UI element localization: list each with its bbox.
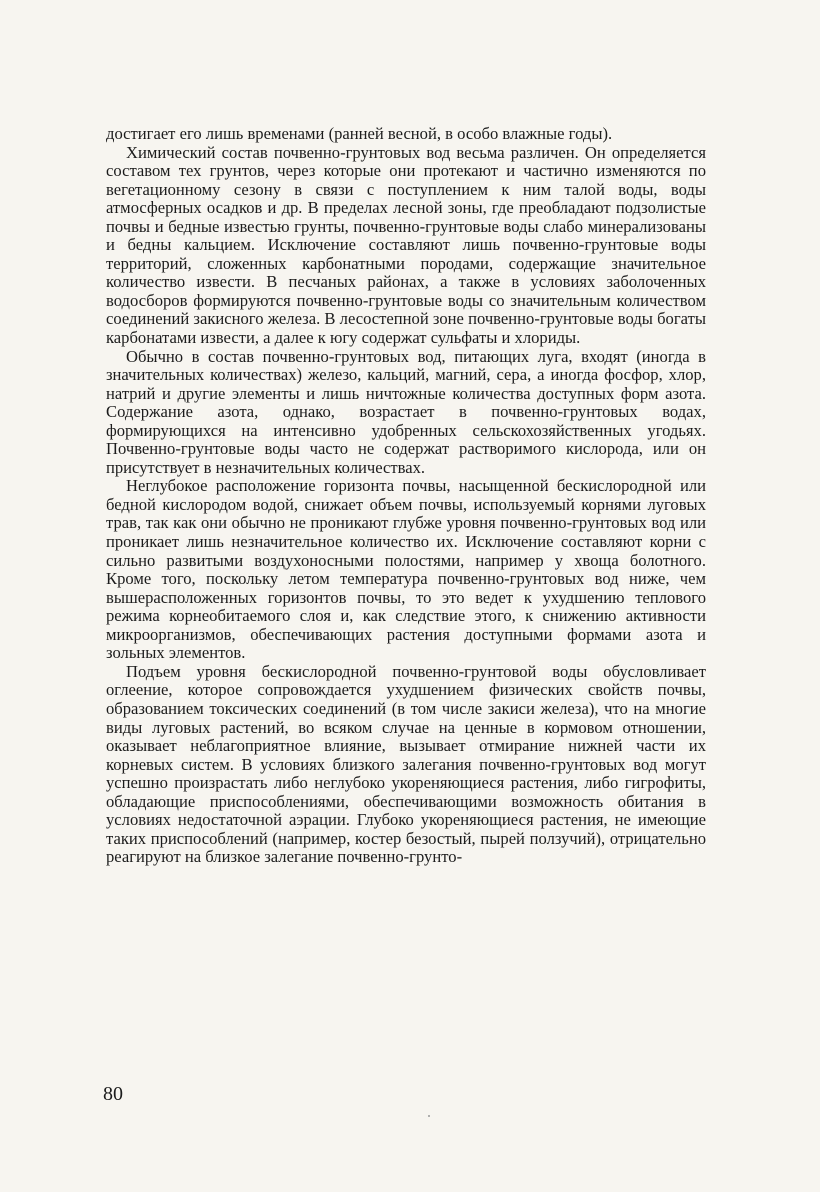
paragraph-shallow-horizon: Неглубокое расположение горизонта почвы, насыщенной бескислородной или бедной кислородом водой, снижает объем почвы, используемый корнями луговых трав, так как они обычно не проникают глубже уровня почвенно-грунтовых вод или проникает лишь незначительное количество их. Исключение составляют корни с сильно развитыми воздухоносными полостями, например у хвоща болотного. Кроме того, поскольку летом температура почвенно-грунтовых вод ниже, чем вышерасположенных горизонтов почвы, то это ведет к ухудшению теплового режима корнеобитаемого слоя и, как следствие этого, к снижению активности микроорганизмов, обеспечивающих растения доступными формами азота и зольных элементов.	[106, 476, 706, 663]
body-text	[106, 125, 706, 867]
paragraph-chemical-composition: Химический состав почвенно-грунтовых вод весьма различен. Он определяется составом тех грунтов, через которые они протекают и частично изменяются по вегетационному сезону в связи с поступлением к ним талой воды, воды атмосферных осадков и др. В пределах лесной зоны, где преобладают подзолистые почвы и бедные известью грунты, почвенно-грунтовые воды слабо минерализованы и бедны кальцием. Исключение составляют лишь почвенно-грунтовые воды территорий, сложенных карбонатными породами, содержащие значительное количество извести. В песчаных районах, а также в условиях заболоченных водосборов формируются почвенно-грунтовые воды со значительным количеством соединений закисного железа. В лесостепной зоне почвенно-грунтовые воды богаты карбонатами извести, а далее к югу содержат сульфаты и хлориды.	[106, 142, 706, 348]
page-number: 80	[103, 1083, 123, 1105]
paragraph-meadow-waters: Обычно в состав почвенно-грунтовых вод, питающих луга, входят (иногда в значительных количествах) железо, кальций, магний, сера, а иногда фосфор, хлор, натрий и другие элементы и лишь ничтожные количества доступных форм азота. Содержание азота, однако, возрастает в почвенно-грунтовых водах, формирующихся на интенсивно удобренных сельскохозяйственных угодьях. Почвенно-грунтовые воды часто не содержат растворимого кислорода, или он присутствует в незначительных количествах.	[106, 346, 706, 477]
scan-speck	[428, 1115, 430, 1117]
paragraph-continuation: достигает его лишь временами (ранней весной, в особо влажные годы).	[106, 124, 613, 143]
paragraph-gleying: Подъем уровня бескислородной почвенно-грунтовой воды обусловливает оглеение, которое сопровождается ухудшением физических свойств почвы, образованием токсических соединений (в том числе закиси железа), что на многие виды луговых растений, во всяком случае на ценные в кормовом отношении, оказывает неблагоприятное влияние, вызывает отмирание нижней части их корневых систем. В условиях близкого залегания почвенно-грунтовых вод могут успешно произрастать либо неглубоко укореняющиеся растения, либо гигрофиты, обладающие приспособлениями, обеспечивающими возможность обитания в условиях недостаточной аэрации. Глубоко укореняющиеся растения, не имеющие таких приспособлений (например, костер безостый, пырей ползучий), отрицательно реагируют на близкое залегание почвенно-грунто-	[106, 661, 706, 867]
